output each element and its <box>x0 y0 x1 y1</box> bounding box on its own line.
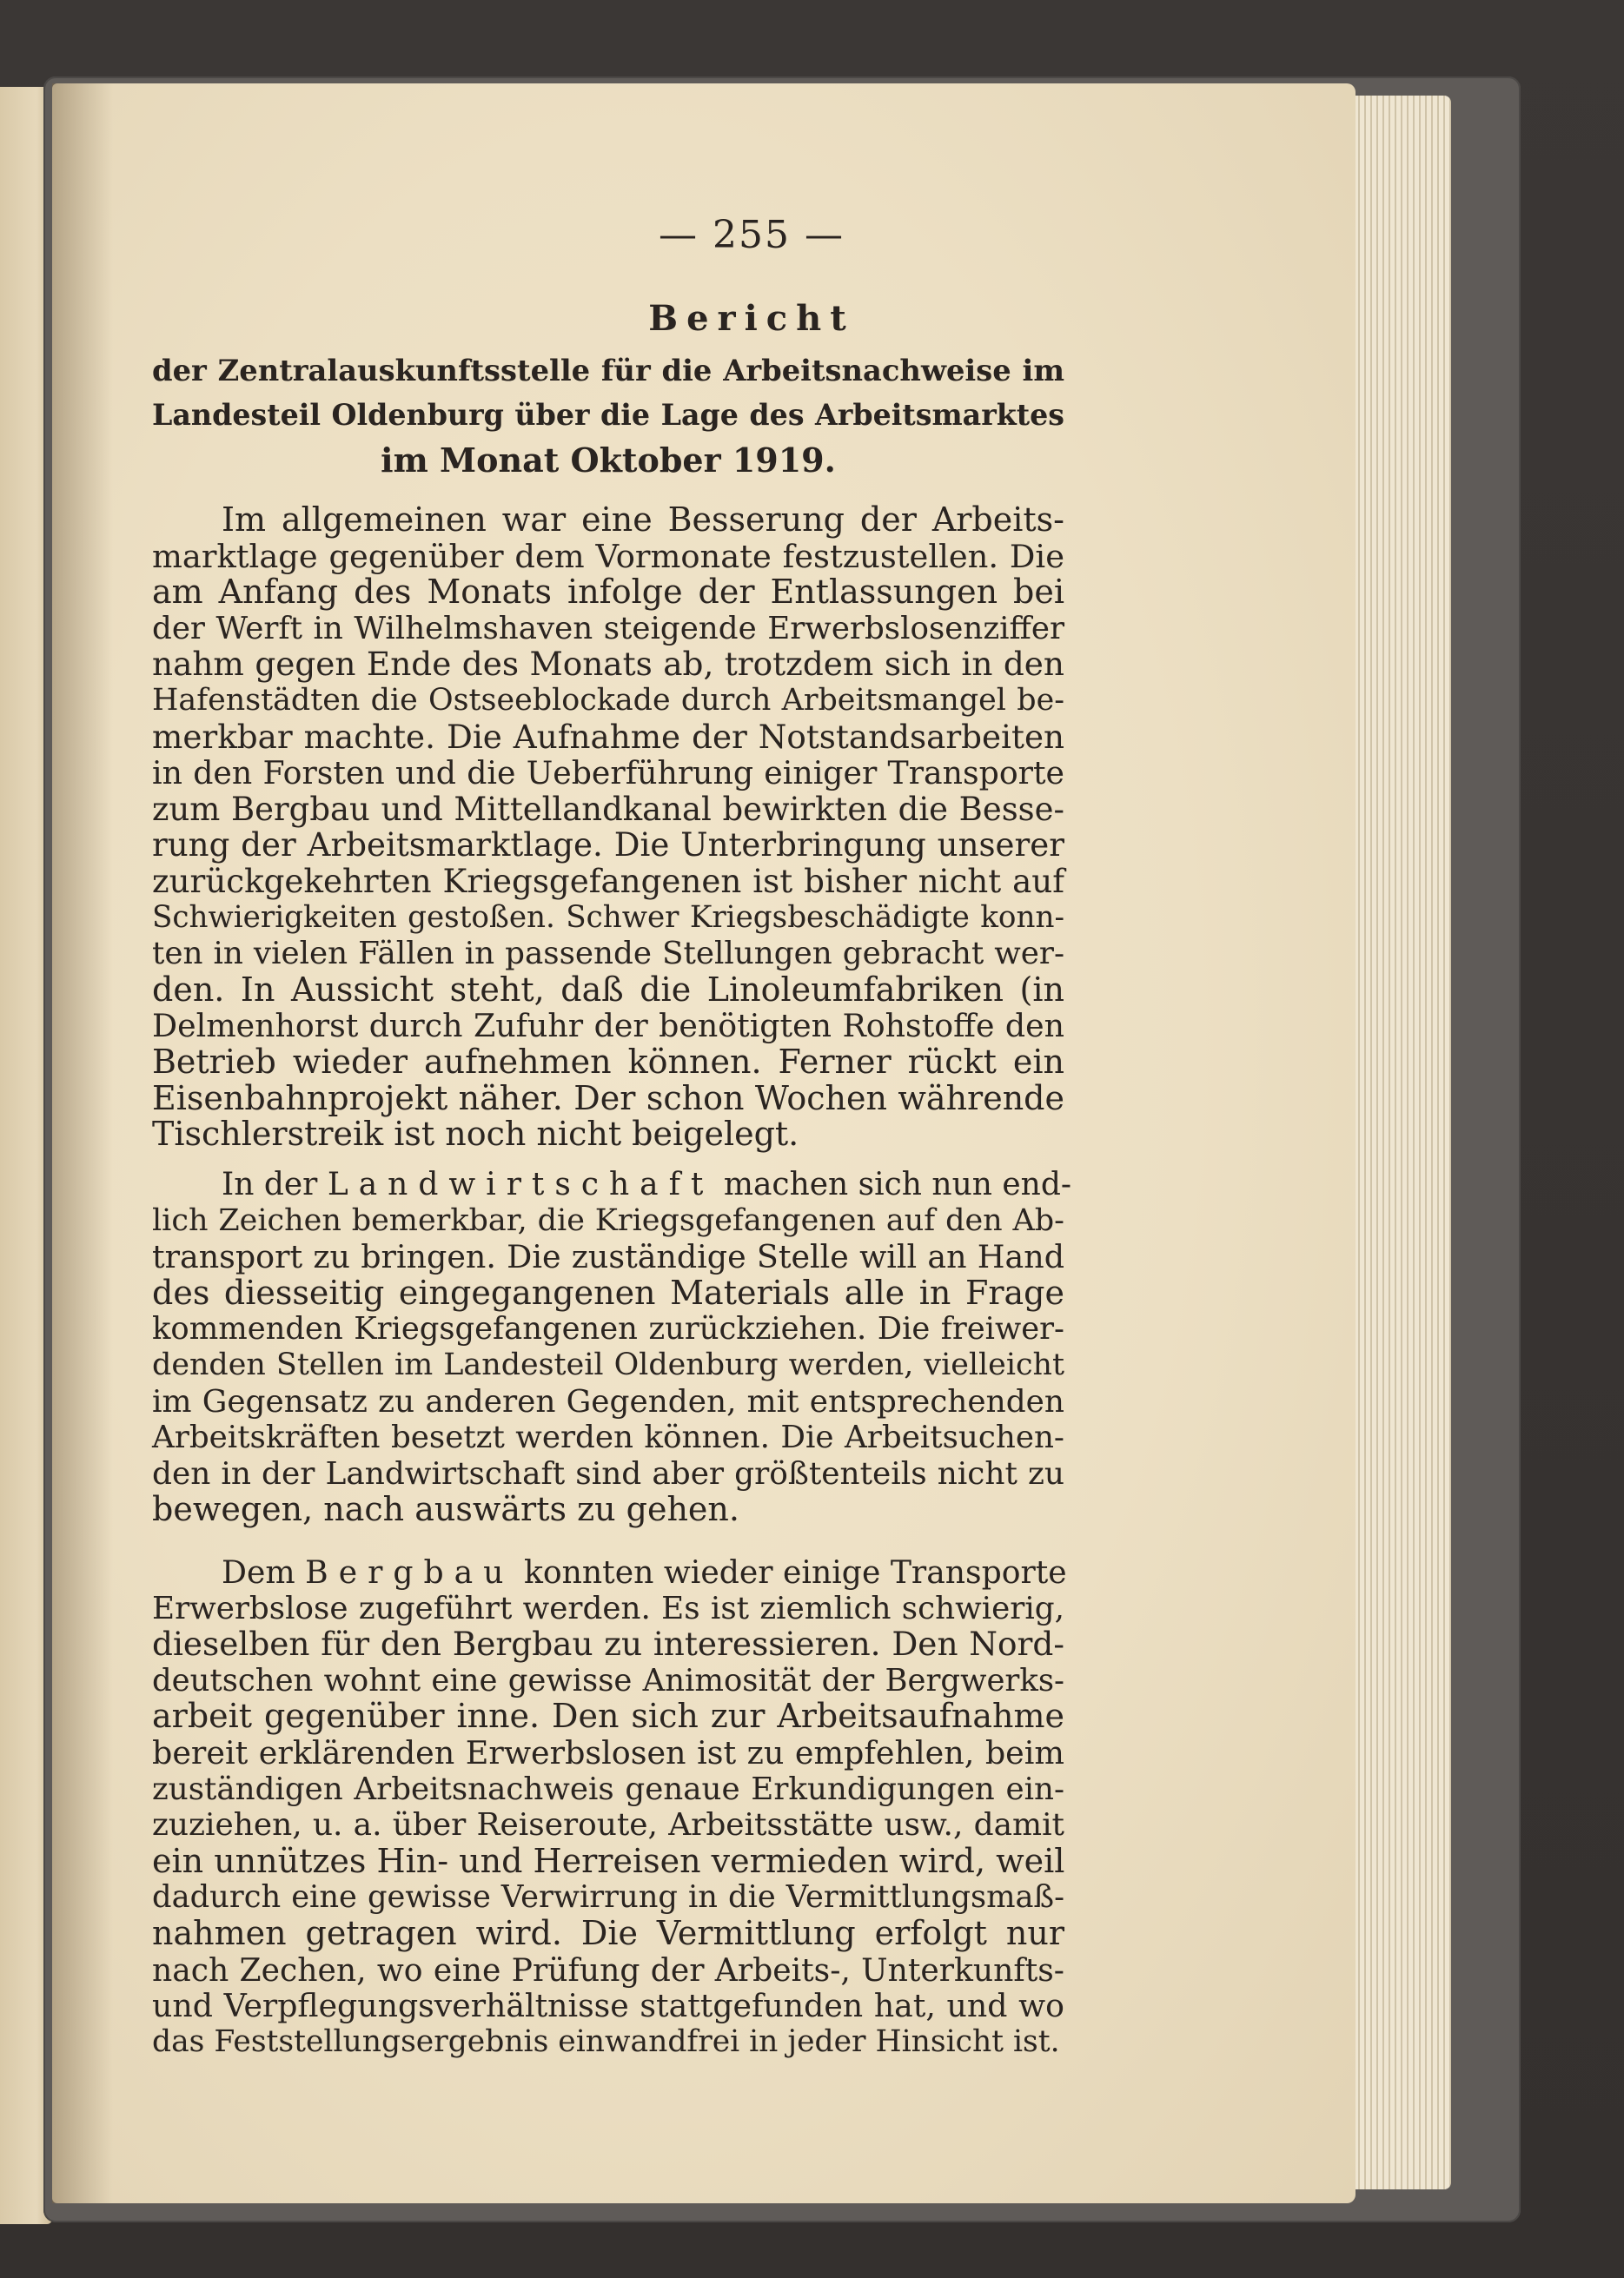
text-line: rung der Arbeitsmarktlage. Die Unterbringung unserer <box>152 826 1064 864</box>
intro-word: In der <box>222 1167 318 1202</box>
text-line: dadurch eine gewisse Verwirrung in die Vermittlungsmaß- <box>152 1879 1064 1916</box>
text-line: arbeit gegenüber inne. Den sich zur Arbeitsaufnahme <box>152 1697 1064 1736</box>
text-line: und Verpflegungsverhältnisse stattgefunden hat, und wo <box>152 1987 1064 2025</box>
text-line: nahmen getragen wird. Die Vermittlung erfolgt nur <box>152 1913 1064 1952</box>
text-line: im Gegensatz zu anderen Gegenden, mit entsprechenden <box>152 1383 1064 1420</box>
text-line: das Feststellungsergebnis einwandfrei in jeder Hinsicht ist. <box>152 2023 1060 2059</box>
text-line: zuständigen Arbeitsnachweis genaue Erkundigungen ein- <box>152 1771 1064 1807</box>
text-line: nahm gegen Ende des Monats ab, trotzdem sich in den <box>152 645 1064 684</box>
subtitle-line: der Zentralauskunftsstelle für die Arbeitsnachweise im <box>152 353 1064 387</box>
line-continuation: konnten wieder einige Transporte <box>523 1553 1067 1591</box>
subtitle-line: im Monat Oktober 1919. <box>381 440 836 480</box>
text-line: Delmenhorst durch Zufuhr der benötigten Rohstoffe den <box>152 1007 1064 1045</box>
text-line: nach Zechen, wo eine Prüfung der Arbeits-, Unterkunfts- <box>152 1950 1064 1989</box>
text-line: des diesseitig eingegangenen Materials alle in Frage <box>152 1273 1064 1312</box>
text-line: merkbar machte. Die Aufnahme der Notstandsarbeiten <box>152 717 1064 756</box>
spaced-keyword: Landwirtschaft <box>327 1167 714 1202</box>
text-line: der Werft in Wilhelmshaven steigende Erwerbslosenziffer <box>152 610 1064 646</box>
text-line: Schwierigkeiten gestoßen. Schwer Kriegsbeschädigte konn- <box>152 899 1064 935</box>
text-line: Eisenbahnprojekt näher. Der schon Wochen währende <box>152 1078 1064 1117</box>
text-line <box>152 1553 1067 1591</box>
text-line: bereit erklärenden Erwerbslosen ist zu empfehlen, beim <box>152 1733 1064 1771</box>
subtitle-line: Landesteil Oldenburg über die Lage des Arbeitsmarktes <box>152 398 1064 432</box>
text-line: denden Stellen im Landesteil Oldenburg werden, vielleicht <box>152 1347 1064 1382</box>
text-line: den. In Aussicht steht, daß die Linoleumfabriken (in <box>152 970 1064 1009</box>
report-heading: Bericht <box>648 298 855 339</box>
page-number: — 255 — <box>659 213 845 257</box>
text-line: Erwerbslose zugeführt werden. Es ist ziemlich schwierig, <box>152 1590 1064 1626</box>
gutter-shadow <box>52 83 113 2203</box>
text-line: lich Zeichen bemerkbar, die Kriegsgefangenen auf den Ab- <box>152 1202 1064 1238</box>
report-subtitle <box>152 348 1064 483</box>
text-line: bewegen, nach auswärts zu gehen. <box>152 1490 739 1529</box>
text-line: deutschen wohnt eine gewisse Animosität der Bergwerks- <box>152 1662 1064 1699</box>
text-line: ein unnützes Hin- und Herreisen vermieden wird, weil <box>152 1841 1065 1880</box>
text-line: zuziehen, u. a. über Reiseroute, Arbeitsstätte usw., damit <box>152 1807 1064 1844</box>
text-line: transport zu bringen. Die zuständige Stelle will an Hand <box>152 1238 1064 1276</box>
text-line: in den Forsten und die Ueberführung einiger Transporte <box>152 754 1064 792</box>
text-line: Tischlerstreik ist noch nicht beigelegt. <box>152 1115 799 1154</box>
text-line: Arbeitskräften besetzt werden können. Die Arbeitsuchen- <box>152 1420 1064 1456</box>
intro-word: Dem <box>222 1553 295 1591</box>
text-line: Betrieb wieder aufnehmen können. Ferner rückt ein <box>152 1042 1064 1081</box>
paragraph-agriculture <box>152 1167 1072 1529</box>
text-line: marktlage gegenüber dem Vormonate festzustellen. Die <box>152 537 1064 575</box>
text-line: zum Bergbau und Mittellandkanal bewirkten die Besse- <box>152 790 1064 828</box>
text-line: ten in vielen Fällen in passende Stellungen gebracht wer- <box>152 936 1064 972</box>
line-continuation: machen sich nun end- <box>723 1167 1072 1202</box>
text-line: den in der Landwirtschaft sind aber größtenteils nicht zu <box>152 1455 1064 1492</box>
text-line: kommenden Kriegsgefangenen zurückziehen. Die freiwer- <box>152 1311 1064 1348</box>
paragraph-general <box>152 502 1064 1153</box>
text-line <box>152 1167 1072 1203</box>
text-line: Im allgemeinen war eine Besserung der Arbeits- <box>222 500 1064 539</box>
paragraph-mining <box>152 1553 1067 2060</box>
text-line: am Anfang des Monats infolge der Entlassungen bei <box>152 573 1064 612</box>
spaced-keyword: Bergbau <box>305 1553 514 1591</box>
text-line: dieselben für den Bergbau zu interessieren. Den Nord- <box>152 1625 1064 1664</box>
text-line: Hafenstädten die Ostseeblockade durch Arbeitsmangel be- <box>152 682 1064 718</box>
text-line: zurückgekehrten Kriegsgefangenen ist bisher nicht auf <box>152 861 1064 900</box>
